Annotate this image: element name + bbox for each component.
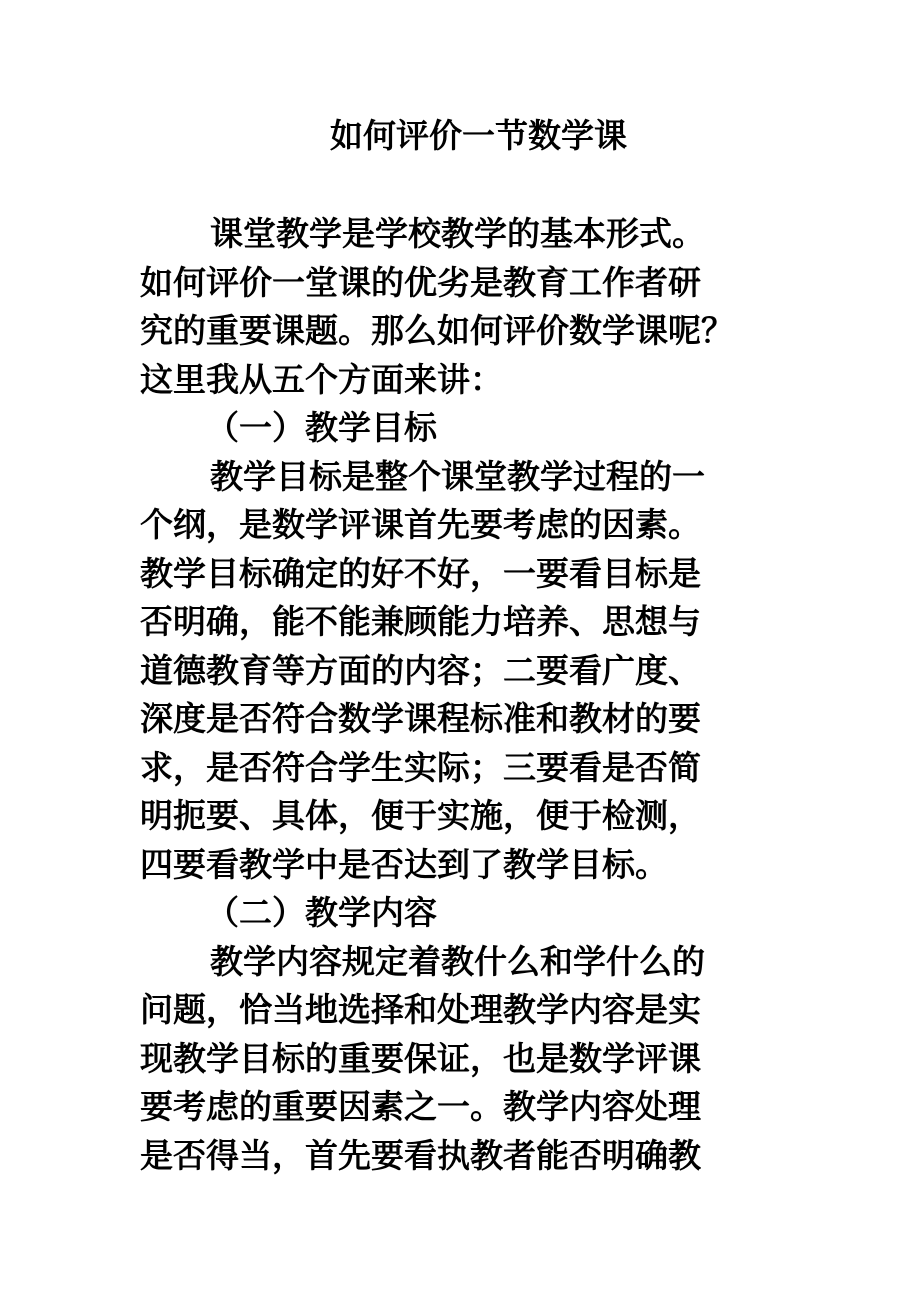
paragraph-line: 如何评价一堂课的优劣是教育工作者研: [140, 262, 701, 302]
document-body: [140, 210, 780, 1180]
paragraph-line: 要考虑的重要因素之一。教学内容处理: [140, 1087, 701, 1126]
paragraph-line: 课堂教学是学校教学的基本形式。: [210, 214, 705, 253]
paragraph-line: 教学目标是整个课堂教学过程的一: [210, 456, 705, 496]
paragraph-line: 问题，恰当地选择和处理教学内容是实: [140, 990, 701, 1029]
paragraph-line: 是否得当，首先要看执教者能否明确教: [140, 1135, 701, 1175]
document-title: 如何评价一节数学课: [330, 116, 627, 155]
paragraph-line: 教学内容规定着教什么和学什么的: [210, 941, 705, 981]
paragraph-line: 究的重要课题。那么如何评价数学课呢？: [140, 311, 734, 350]
paragraph-line: 这里我从五个方面来讲：: [140, 359, 503, 399]
paragraph-line: 个纲，是数学评课首先要考虑的因素。: [140, 505, 701, 544]
paragraph-line: 求，是否符合学生实际；三要看是否简: [140, 747, 701, 787]
paragraph-line: 四要看教学中是否达到了教学目标。: [140, 844, 668, 884]
paragraph-line: 教学目标确定的好不好，一要看目标是: [140, 553, 701, 593]
section-heading: （一）教学目标: [206, 408, 437, 447]
paragraph-line: 明扼要、具体，便于实施，便于检测，: [140, 796, 701, 835]
section-heading: （二）教学内容: [206, 893, 437, 932]
paragraph-line: 深度是否符合数学课程标准和教材的要: [140, 699, 701, 738]
paragraph-line: 道德教育等方面的内容；二要看广度、: [140, 650, 701, 690]
paragraph-line: 现教学目标的重要保证，也是数学评课: [140, 1038, 701, 1078]
paragraph-line: 否明确，能不能兼顾能力培养、思想与: [140, 602, 701, 641]
